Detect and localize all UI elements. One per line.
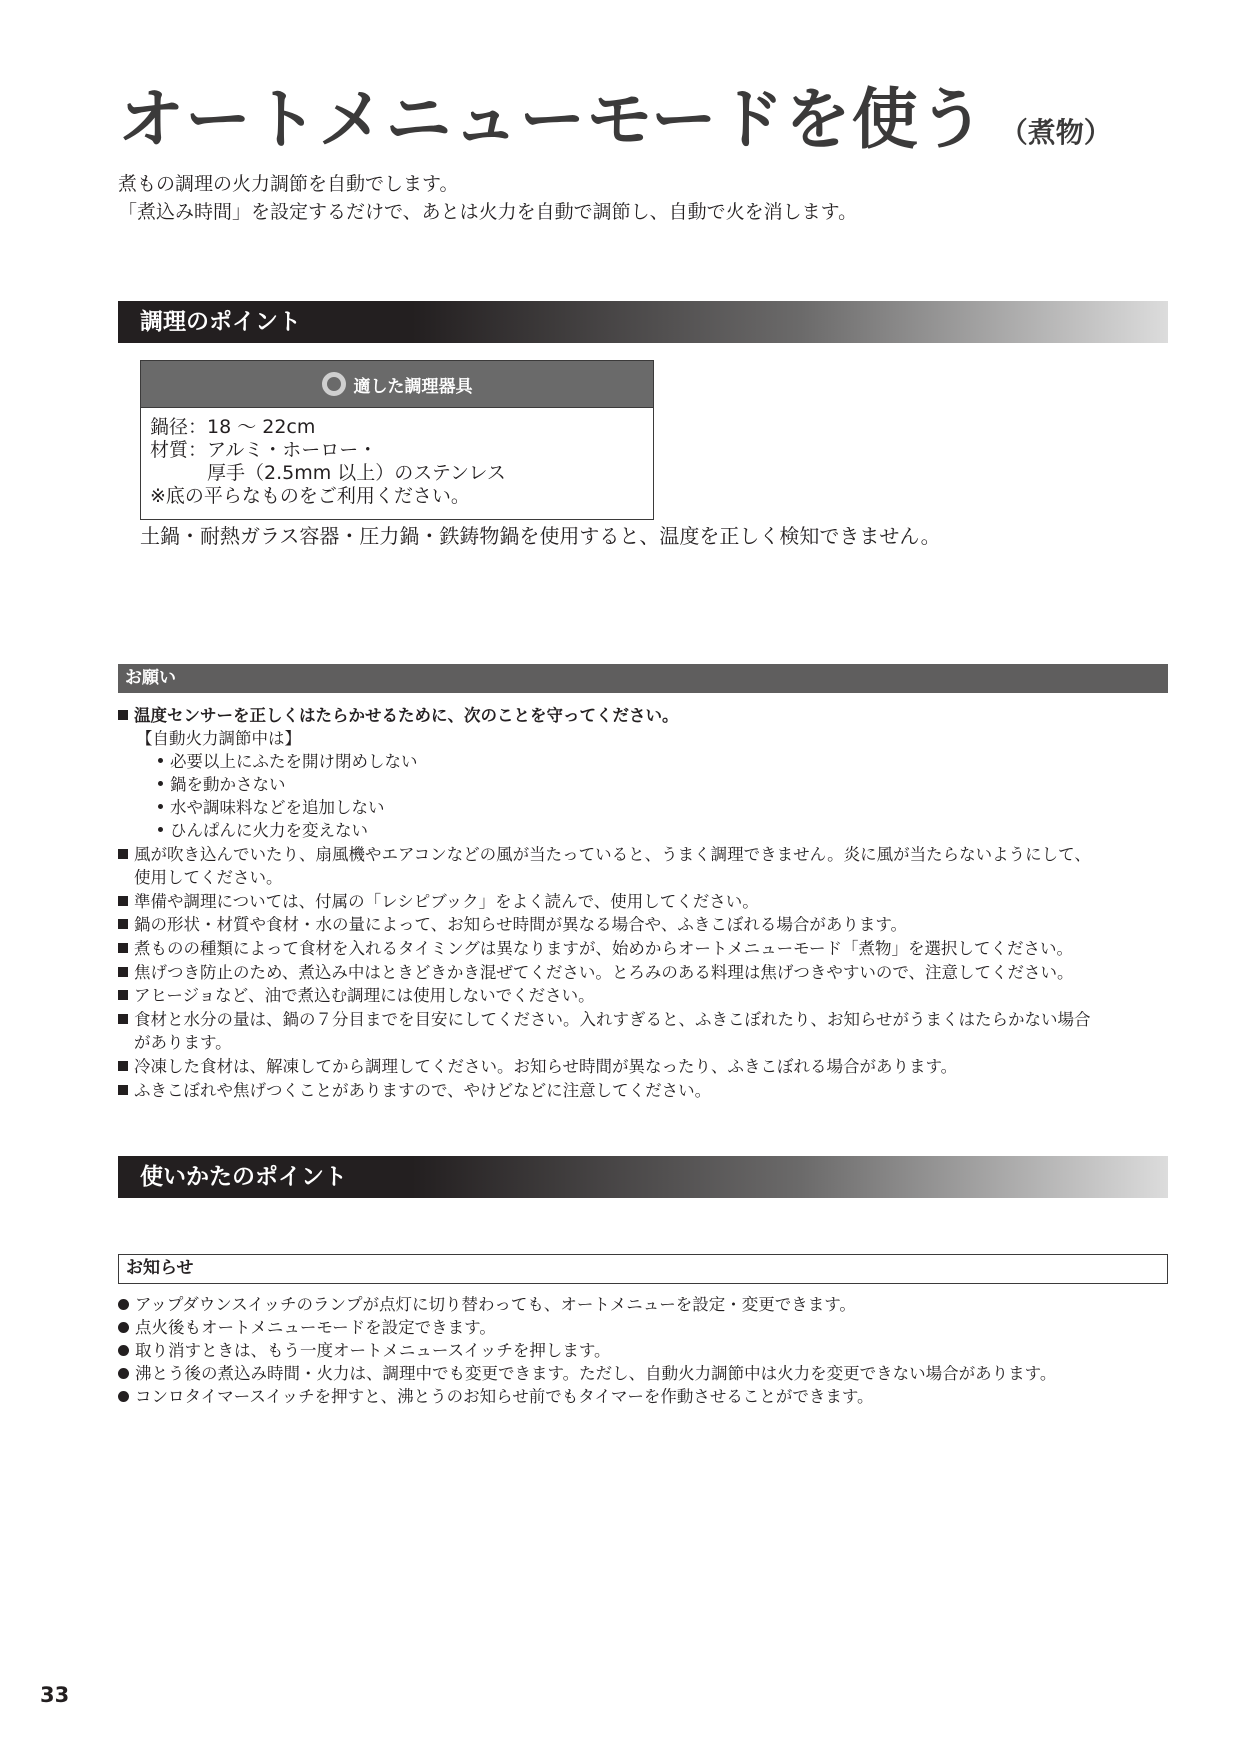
list-item-text: ふきこぼれや焦げつくことがありますので、やけどなどに注意してください。 bbox=[134, 1081, 712, 1100]
list-item-text: アヒージョなど、油で煮込む調理には使用しないでください。 bbox=[134, 986, 595, 1005]
notice-item-text: コンロタイマースイッチを押すと、沸とうのお知らせ前でもタイマーを作動させることができます。 bbox=[135, 1387, 874, 1406]
page-title bbox=[118, 80, 1112, 173]
sub-list-item bbox=[158, 773, 286, 796]
list-item-text: 鍋の形状・材質や食材・水の量によって、お知らせ時間が異なる場合や、ふきこぼれる場合があります。 bbox=[134, 915, 908, 934]
list-item bbox=[118, 984, 595, 1007]
sub-list-item-text: 水や調味料などを追加しない bbox=[170, 798, 385, 817]
bullet-icon bbox=[158, 827, 163, 832]
list-item bbox=[118, 913, 907, 936]
intro-line-2: 「煮込み時間」を設定するだけで、あとは火力を自動で調節し、自動で火を消します。 bbox=[118, 201, 858, 223]
cooking-points-heading: 調理のポイント bbox=[118, 301, 1168, 343]
sub-list-item bbox=[158, 750, 418, 773]
notice-item-text: アップダウンスイッチのランプが点灯に切り替わっても、オートメニューを設定・変更できます。 bbox=[135, 1295, 856, 1314]
notice-heading: お知らせ bbox=[118, 1254, 1168, 1284]
list-item-text: 煮ものの種類によって食材を入れるタイミングは異なりますが、始めからオートメニューモード「煮物」を選択してください。 bbox=[134, 939, 1074, 958]
usage-points-heading: 使いかたのポイント bbox=[118, 1156, 1168, 1198]
bullet-icon bbox=[158, 781, 163, 786]
square-bullet-icon bbox=[118, 967, 128, 977]
page-number: 33 bbox=[40, 1683, 70, 1707]
list-item-continuation: 使用してください。 bbox=[134, 868, 283, 887]
bullet-icon bbox=[158, 758, 163, 763]
ring-icon bbox=[322, 372, 346, 396]
list-item-text: 食材と水分の量は、鍋の７分目までを目安にしてください。入れすぎると、ふきこぼれたり、お知らせがうまくはたらかない場合 bbox=[134, 1010, 1091, 1029]
notice-item bbox=[118, 1293, 856, 1316]
list-item-text: 温度センサーを正しくはたらかせるために、次のことを守ってください。 bbox=[134, 706, 679, 725]
list-item-text: 冷凍した食材は、解凍してから調理してください。お知らせ時間が異なったり、ふきこぼれる場合があります。 bbox=[134, 1057, 958, 1076]
pot-diameter-text: 鍋径：18 ～ 22cm bbox=[150, 416, 316, 438]
notice-item bbox=[118, 1362, 1056, 1385]
page-title-suffix: （煮物） bbox=[999, 116, 1112, 149]
page-title-text: オートメニューモードを使う bbox=[118, 81, 986, 158]
notice-item bbox=[118, 1385, 874, 1408]
square-bullet-icon bbox=[118, 1014, 128, 1024]
list-item-continuation: があります。 bbox=[134, 1033, 232, 1052]
sub-list-item-text: ひんぱんに火力を変えない bbox=[170, 821, 368, 840]
square-bullet-icon bbox=[118, 896, 128, 906]
suitable-cookware-box bbox=[140, 360, 654, 520]
list-item bbox=[118, 1079, 711, 1102]
cookware-warning: 土鍋・耐熱ガラス容器・圧力鍋・鉄鋳物鍋を使用すると、温度を正しく検知できません。 bbox=[140, 524, 941, 548]
square-bullet-icon bbox=[118, 990, 128, 1000]
bullet-icon bbox=[118, 1368, 129, 1379]
material-text-1: 材質：アルミ・ホーロー・ bbox=[150, 439, 378, 461]
square-bullet-icon bbox=[118, 919, 128, 929]
list-item bbox=[118, 961, 1074, 984]
sub-list-item-text: 鍋を動かさない bbox=[170, 775, 286, 794]
notice-item bbox=[118, 1316, 496, 1339]
notice-item-text: 点火後もオートメニューモードを設定できます。 bbox=[135, 1318, 496, 1337]
square-bullet-icon bbox=[118, 943, 128, 953]
sub-list-item bbox=[158, 819, 368, 842]
list-item bbox=[118, 890, 759, 913]
notice-item-text: 取り消すときは、もう一度オートメニュースイッチを押します。 bbox=[135, 1341, 611, 1360]
square-bullet-icon bbox=[118, 1061, 128, 1071]
list-item-text: 準備や調理については、付属の「レシピブック」をよく読んで、使用してください。 bbox=[134, 892, 759, 911]
suitable-cookware-title: 適した調理器具 bbox=[353, 376, 473, 397]
suitable-cookware-header bbox=[141, 361, 653, 408]
auto-adjust-label: 【自動火力調節中は】 bbox=[136, 729, 301, 748]
square-bullet-icon bbox=[118, 1085, 128, 1095]
list-item bbox=[118, 1008, 1091, 1031]
list-item bbox=[118, 937, 1073, 960]
list-item-text: 風が吹き込んでいたり、扇風機やエアコンなどの風が当たっていると、うまく調理できません。炎に風が当たらないようにして、 bbox=[134, 845, 1091, 864]
sub-list-item bbox=[158, 796, 385, 819]
square-bullet-icon bbox=[118, 849, 128, 859]
bullet-icon bbox=[118, 1299, 129, 1310]
bullet-icon bbox=[118, 1391, 129, 1402]
intro-line-1: 煮もの調理の火力調節を自動でします。 bbox=[118, 173, 459, 195]
sub-list-item-text: 必要以上にふたを開け閉めしない bbox=[170, 752, 418, 771]
notice-item-text: 沸とう後の煮込み時間・火力は、調理中でも変更できます。ただし、自動火力調節中は火力を変更できない場合があります。 bbox=[135, 1364, 1057, 1383]
square-bullet-icon bbox=[118, 710, 128, 720]
bullet-icon bbox=[158, 804, 163, 809]
list-item-text: 焦げつき防止のため、煮込み中はときどきかき混ぜてください。とろみのある料理は焦げつきやすいので、注意してください。 bbox=[134, 963, 1074, 982]
flat-bottom-note: ※底の平らなものをご利用ください。 bbox=[150, 485, 470, 507]
list-item bbox=[118, 1055, 957, 1078]
requests-heading: お願い bbox=[118, 664, 1168, 693]
notice-item bbox=[118, 1339, 611, 1362]
material-text-2: 厚手（2.5mm 以上）のステンレス bbox=[207, 462, 506, 484]
list-item bbox=[118, 704, 679, 727]
bullet-icon bbox=[118, 1345, 129, 1356]
bullet-icon bbox=[118, 1322, 129, 1333]
list-item bbox=[118, 843, 1091, 866]
